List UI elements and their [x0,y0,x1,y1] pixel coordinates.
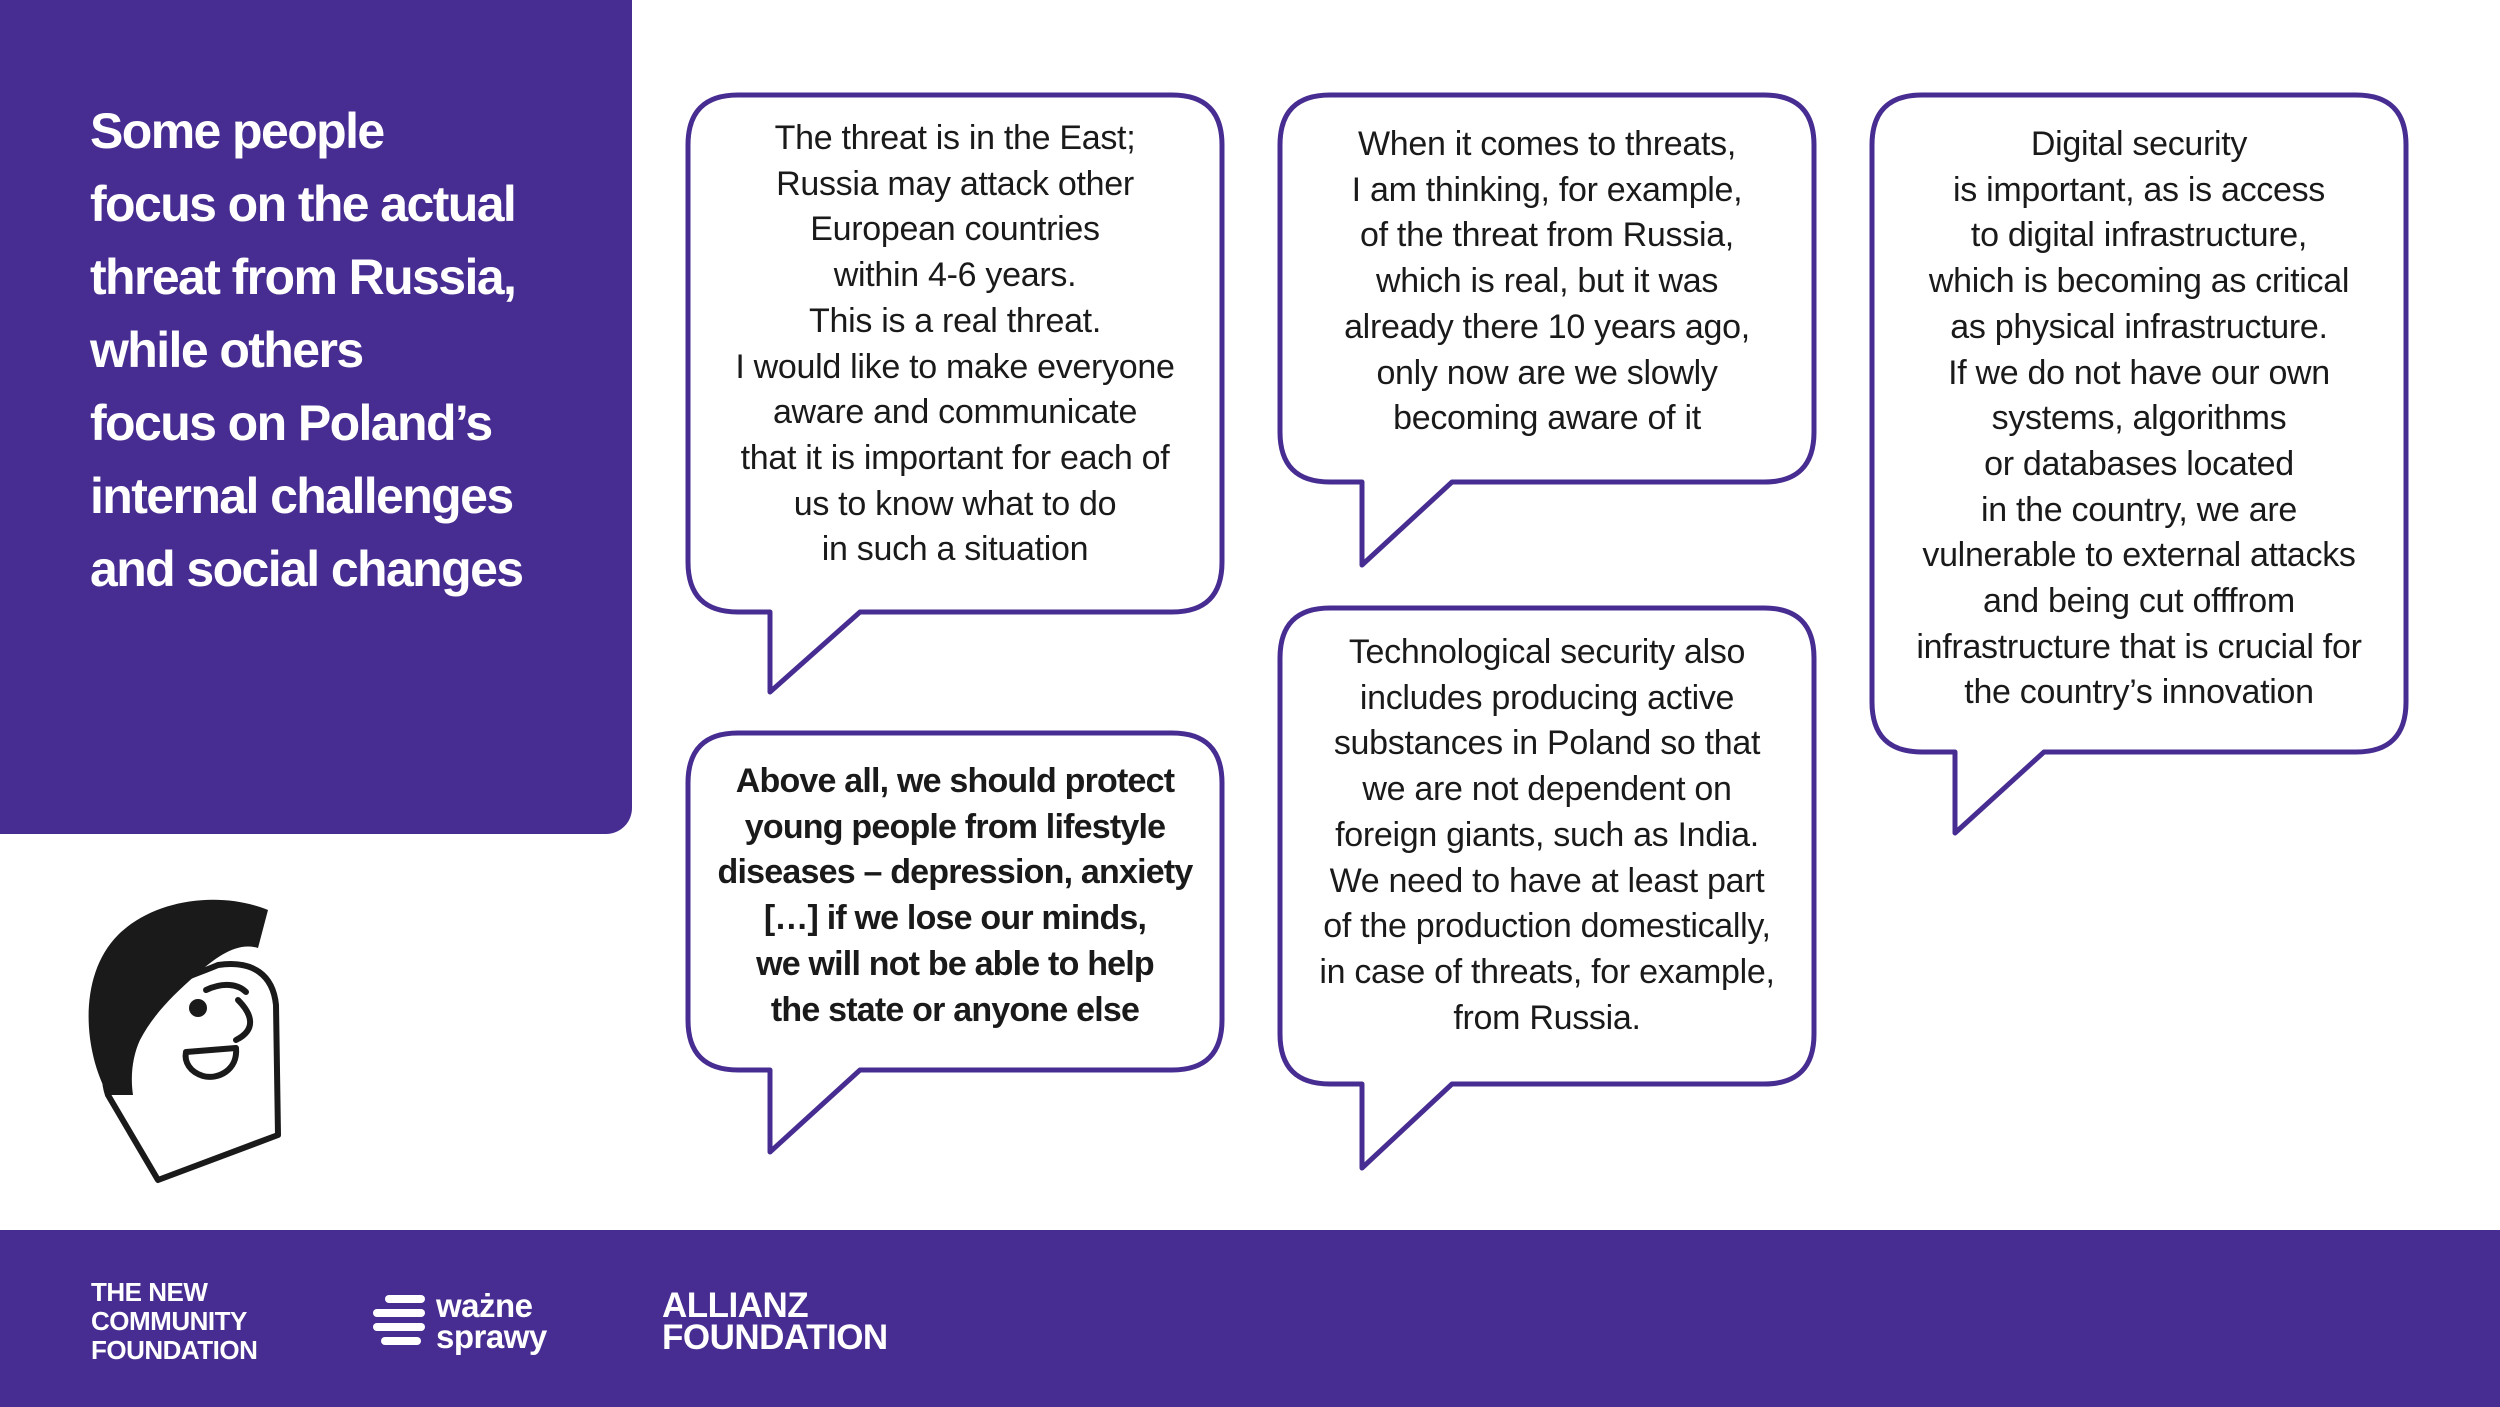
logo-line: ALLIANZ [662,1286,809,1325]
quote-line: only now are we slowly [1376,353,1718,392]
quote-line: within 4-6 years. [833,256,1077,295]
wazne-sprawy-logo [436,1287,547,1355]
quote-line: the country’s innovation [1964,673,2314,712]
quote-text [690,759,1220,1033]
quote-line: Digital security [2030,125,2248,163]
quote-text [1282,630,1812,1041]
headline-line: while others [90,322,363,378]
footer [0,1230,2500,1407]
quote-line: which is real, but it was [1375,262,1719,301]
quote-line: Russia may attack other [776,164,1134,203]
quote-line: and being cut offfrom [1983,582,2295,621]
quote-line: diseases – depression, anxiety [717,853,1193,892]
quote-line: already there 10 years ago, [1344,307,1750,346]
quote-line: includes producing active [1359,678,1735,717]
logo-line: THE NEW [91,1277,208,1307]
quote-text [1874,122,2404,716]
quote-line: European countries [810,210,1100,249]
new-community-foundation-logo [91,1278,257,1365]
quote-line: The threat is in the East; [774,119,1136,157]
quote-line: as physical infrastructure. [1950,307,2328,346]
quote-line: of the threat from Russia, [1360,216,1734,255]
quote-text [1282,122,1812,442]
headline-line: Some people [90,103,384,159]
quote-line: in such a situation [821,530,1089,569]
quote-line: foreign giants, such as India. [1335,815,1759,854]
quote-line: becoming aware of it [1393,399,1701,438]
quote-line: from Russia. [1453,998,1641,1037]
headline-line: internal challenges [90,468,513,524]
headline-line: focus on the actual [90,176,516,232]
quote-line: […] if we lose our minds, [763,899,1147,938]
quote-line: in the country, we are [1981,490,2297,529]
headline-line: focus on Poland’s [90,395,492,451]
logo-line: FOUNDATION [91,1335,258,1365]
logo-line: COMMUNITY [91,1306,247,1336]
quote-line: systems, algorithms [1991,399,2287,438]
quote-line: I am thinking, for example, [1351,170,1743,209]
quote-line: Above all, we should protect [735,762,1175,800]
quote-line: aware and communicate [772,393,1138,432]
quote-line: We need to have at least part [1329,861,1765,900]
quote-line: which is becoming as critical [1928,262,2350,301]
logo-line: sprawy [436,1318,547,1355]
quote-line: Technological security also [1348,633,1746,671]
quote-line: we are not dependent on [1362,770,1732,809]
logo-line: FOUNDATION [662,1318,888,1357]
headline-line: and social changes [90,541,523,597]
quote-text [690,116,1220,573]
quote-line: we will not be able to help [756,944,1154,983]
quote-line: or databases located [1984,444,2294,483]
quote-line: substances in Poland so that [1333,724,1761,763]
quote-line: that it is important for each of [740,438,1170,477]
quote-line: I would like to make everyone [735,347,1175,386]
wazne-sprawy-stripes-logo [373,1295,425,1347]
quote-line: infrastructure that is crucial for [1916,627,2362,666]
headline-line: threat from Russia, [90,249,516,305]
quote-line: When it comes to threats, [1358,125,1736,163]
quote-line: to digital infrastructure, [1970,216,2308,255]
quote-line: of the production domestically, [1323,907,1771,946]
quote-line: is important, as is access [1953,170,2325,209]
quote-line: young people from lifestyle [744,807,1166,846]
quote-line: the state or anyone else [770,990,1140,1029]
quote-line: in case of threats, for example, [1319,952,1775,991]
logo-line: ważne [436,1287,533,1324]
quote-line: vulnerable to external attacks [1922,536,2356,575]
allianz-foundation-logo [662,1286,888,1357]
quote-line: This is a real threat. [809,301,1101,340]
quote-line: If we do not have our own [1948,353,2330,392]
quote-line: us to know what to do [793,484,1117,523]
